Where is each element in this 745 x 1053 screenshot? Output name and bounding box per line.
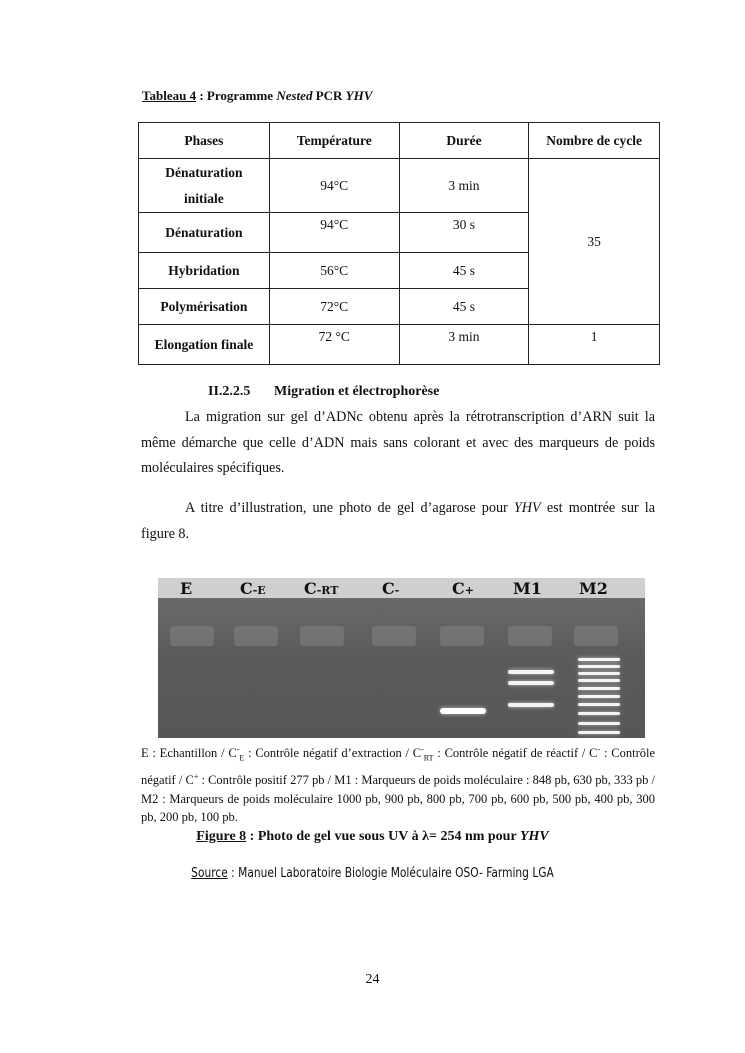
gel-lane-header [158,578,645,598]
gel-photo [158,578,645,738]
figure-legend: E : Echantillon / $C^-_E$ : Contrôle négatif d’extraction / $C^-_{RT}$ : Contrôle négatif de réactif / C- : Contrôle négatif / C+ : Contrôle positif 277 pb / M1 : Marqueurs de poids moléculaire : 848 pb, 630 pb, 333 pb / M2 : Marqueurs de poids moléculaire 1000 pb, 900 pb, 800 pb, 700 pb, 600 pb, 500 pb, 400 pb, 300 pb, 200 pb, 100 pb. [141,745,655,825]
lane-label-crt: C-RT [304,579,339,598]
gel-band-m2 [578,731,620,734]
phase-cell: Elongation finale [139,325,270,365]
lane-label-m1: M1 [513,579,542,598]
paragraph-2-text-a: A titre d’illustration, une photo de gel d’agarose pour [185,500,514,516]
gel-body [158,598,645,738]
gel-well [574,626,618,646]
pcr-program-table [138,122,660,365]
lane-label-ce: C-E [240,579,266,598]
phase-cell [139,159,270,213]
gel-band-m1 [508,703,554,707]
gel-well [300,626,344,646]
figure-caption-yhv: YHV [519,829,549,844]
cycles-merged-cell: 35 [529,159,660,325]
phase-cell: Polymérisation [139,289,270,325]
table-caption-label: Tableau 4 [142,88,197,103]
duree-cell: 45 s [399,289,529,325]
lane-label-e: E [180,579,193,598]
header-temperature: Température [269,123,399,159]
paragraph-2 [141,496,655,547]
phase-line1: Dénaturation [165,164,243,180]
header-duree: Durée [399,123,529,159]
source-line [67,866,678,881]
table-header-row [139,123,660,159]
gel-well [372,626,416,646]
gel-band-m2 [578,703,620,706]
gel-band-m2 [578,722,620,725]
gel-band-m2 [578,687,620,690]
duree-cell: 30 s [399,213,529,253]
gel-well [440,626,484,646]
header-cycles: Nombre de cycle [529,123,660,159]
cycles-cell: 1 [529,325,660,365]
temperature-cell: 94°C [269,159,399,213]
gel-band-m1 [508,681,554,685]
phase-cell: Hybridation [139,253,270,289]
table-row [139,159,660,213]
table-caption-yhv: YHV [345,88,373,103]
duree-cell: 45 s [399,253,529,289]
paragraph-2-yhv: YHV [513,500,541,516]
figure-label: Figure 8 [196,829,247,844]
source-label: Source [191,866,228,881]
gel-band-m2 [578,672,620,675]
paragraph-1 [141,405,655,482]
temperature-cell: 72°C [269,289,399,325]
temperature-cell: 94°C [269,213,399,253]
lane-label-m2: M2 [579,579,608,598]
table-caption-pcr: PCR [312,88,346,103]
phase-line2: initiale [184,190,224,206]
table-caption-nested: Nested [276,88,313,103]
temperature-cell: 56°C [269,253,399,289]
duree-cell: 3 min [399,325,529,365]
gel-band-m2 [578,665,620,668]
page-number: 24 [365,972,380,987]
table-caption [142,88,372,104]
gel-band-m1 [508,670,554,674]
gel-band-cplus [440,708,486,714]
table-caption-text: : Programme [196,88,277,103]
gel-band-m2 [578,695,620,698]
section-heading [208,384,439,400]
gel-well [170,626,214,646]
duree-cell: 3 min [399,159,529,213]
gel-band-m2 [578,679,620,682]
section-title: Migration et électrophorèse [274,384,440,399]
header-phases: Phases [139,123,270,159]
gel-well [508,626,552,646]
paragraph-2-text-c: est montrée sur la figure 8. [141,500,655,542]
table-row [139,325,660,365]
source-text: : Manuel Laboratoire Biologie Moléculaire OSO- Farming LGA [227,866,554,881]
lane-label-cplus: C+ [452,579,474,598]
gel-band-m2 [578,712,620,715]
paragraph-1-text: La migration sur gel d’ADNc obtenu après la rétrotranscription d’ARN suit la même démarche que celle d’ADN mais sans colorant et avec des marqueurs de poids moléculaires spécifiques. [141,409,655,476]
figure-caption-text: : Photo de gel vue sous UV à λ= 254 nm pour [246,829,520,844]
gel-band-m2 [578,658,620,661]
temperature-cell: 72 °C [269,325,399,365]
gel-well [234,626,278,646]
lane-label-cminus: C- [382,579,400,598]
figure-caption [0,829,745,845]
section-number: II.2.2.5 [208,384,251,399]
phase-cell: Dénaturation [139,213,270,253]
